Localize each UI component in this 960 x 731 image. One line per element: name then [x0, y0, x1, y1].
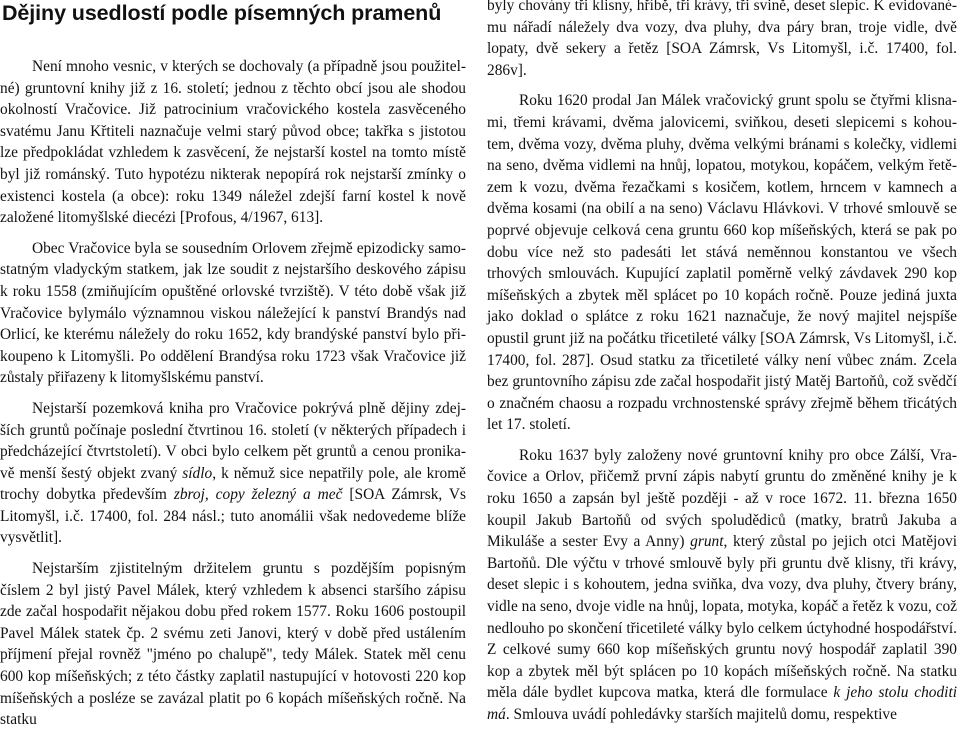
paragraph-text: Nejstarší pozemková kniha pro Vračovice pokrývá plně dějiny zdejších gruntů počínaje poslední čtvrtinou 16. století (v některých případech i předcházející čtvrtstoletí). V obci bylo celkem pět gruntů a cenou pronikavě menší šestý objekt zvaný: [0, 399, 466, 482]
right-column: [487, 0, 958, 723]
italic-text: sídlo: [182, 464, 213, 482]
paragraph-text: . Smlouva uvádí pohledávky starších majitelů domu, respektive: [505, 706, 897, 723]
paragraph: [0, 558, 466, 731]
paragraph-text: Roku 1620 prodal Jan Málek vračovický grunt spolu se čtyřmi klisnami, třemi krávami, dvěma jalovicemi, sviňkou, deseti slepicemi s kohoutem, dvěma vozy, dvěma pluhy, dvěma velkými bránami s kolečky, vidlemi na seno, dvěma vidlemi na hnůj, lopatou, motykou, kopáčem, velkým řetězem k vozu, dvěma řezačkami s kosičem, kotlem, hrncem v kamnech a dvěma kosami (na obilí a na seno) Václavu Hlávkovi. V trhové smlouvě se poprvé objevuje celková cena gruntu 660 kop míšeňských, která se pak po dobu více než sto padesáti let stává neměnnou konstantou ve všech trhových smlouvách. Kupující zaplatil poměrně velký závdavek 290 kop míšeňských a zbytek měl splácet po 10 kopách ročně. Pouze jediná juxta jako doklad o splátce z roku 1621 naznačuje, že nový majitel nejspíše opustil grunt již na počátku třicetileté války [SOA Zámrsk, Vs Litomyšl, i.č. 17400, fol. 287]. Osud statku za třicetileté války není vůbec znám. Zcela bez gruntovního zápisu zde začal hospodařit jistý Matěj Bartoňů, což svědčí o značném chaosu a rozpadu vrchnostenské správy zřejmě během třicátých let 17. století.: [487, 92, 957, 434]
paragraph-text: byly chovány tři klisny, hříbě, tři krávy, tři svině, deset slepic. K evidovanému nářadí náležely dva vozy, dva pluhy, dva páry bran, troje vidle, dvě lopaty, dvě sekery a řetěz [SOA Zámrsk, Vs Litomyšl, i.č. 17400, fol. 286v].: [487, 0, 957, 79]
left-column-text: [0, 56, 466, 731]
paragraph-text: , který zůstal po jejich otci Matějovi Bartoňů. Dle výčtu v trhové smlouvě byly při gruntu dvě klisny, tři krávy, deset slepic i s kohoutem, jedna sviňka, dva vozy, dva pluhy, čtvery brány, vidle na seno, dvoje vidle na hnůj, lopata, motyka, kopáč a řetěz k vozu, což nedlouho po skončení třicetileté války bylo celkem úctyhodné hospodářství. Z celkové sumy 660 kop míšeňských gruntu nový hospodář zaplatil 390 kop a zbytek měl být splácen po 10 kopách míšeňských ročně. Na statku měla dále bydlet kupcova matka, která dle formulace: [487, 533, 957, 702]
paragraph: [487, 0, 957, 81]
paragraph: [0, 398, 466, 549]
paragraph-text: Obec Vračovice byla se sousedním Orlovem zřejmě epizodicky samostatným vladyckým statkem, jak lze soudit z nejstaršího deskového zápisu k roku 1558 (zmiňujícím opuštěné orlovské tvrziště). V této době však již Vračovice bylymálo významnou viskou náležející k panství Brandýs nad Orlicí, ke kterému náležely do roku 1652, kdy brandýské panství bylo přikoupeno k Litomyšli. Po oddělení Brandýsa roku 1723 však Vračovice již zůstaly přiřazeny k litomyšlskému panství.: [0, 239, 466, 387]
page-title: Dějiny usedlostí podle písemných pramenů: [2, 1, 442, 25]
paragraph: [0, 56, 466, 229]
paragraph-text: [SOA Zámrsk, Vs Litomyšl, i.č. 17400, fol. 284 násl.; tuto anomálii však nedovedeme blíže vysvětlit].: [0, 486, 467, 547]
italic-text: grunt: [690, 533, 724, 551]
paragraph-text: Nejstarším zjistitelným držitelem gruntu s pozdějším popisným číslem 2 byl jistý Pavel Málek, který vzhledem k absenci staršího zápisu zde začal hospodařit nějakou dobu před rokem 1577. Roku 1606 postoupil Pavel Málek statek čp. 2 svému zeti Janovi, který v době před ustálením příjmení přejal rovněž "jméno po chalupě", tedy Málek. Statek měl cenu 600 kop míšeňských; z této částky zaplatil nastupující v hotovosti 220 kop míšeňských a posléze se zavázal platit po 6 kopách míšeňských ročně. Na statku: [0, 560, 466, 729]
left-column: [0, 0, 467, 729]
paragraph: [487, 90, 957, 436]
paragraph: [0, 238, 466, 389]
italic-text: zbroj, copy železný a meč: [173, 486, 343, 504]
paragraph: [487, 445, 957, 726]
right-column-text: [487, 0, 957, 726]
italic-text: k jeho stolu choditi má: [487, 684, 958, 723]
paragraph-text: Roku 1637 byly založeny nové gruntovní knihy pro obce Zálší, Vračovice a Orlov, přičemž první zápis nabytí gruntu do změněné knihy je k roku 1650 a zapsán byl ještě později - až v roce 1672. 11. března 1650 koupil Jakub Bartoňů od svých spoludědiců (matky, bratrů Jakuba a Mikuláše a sester Evy a Anny): [487, 446, 957, 551]
paragraph-text: Není mnoho vesnic, v kterých se dochovaly (a případně jsou použitelné) gruntovní knihy již z 16. století; jednou z těchto obcí jsou ale shodou okolností Vračovice. Již patrocinium vračovického kostela zasvěceného svatému Janu Křtiteli naznačuje velmi starý původ obce; takřka s jistotou lze předpokládat vzhledem k zasvěcení, že nejstarší kostel na tomto místě byl již románský. Tuto hypotézu nikterak nepopírá rok nejstarší zmínky o existenci kostela (a obce): roku 1349 náležel zdejší farní kostel k nově založené litomyšlské diecézi [Profous, 4/1967, 613].: [0, 58, 466, 227]
paragraph-text: , k němuž sice nepatřily pole, ale kromě trochy dobytka především: [0, 464, 466, 504]
